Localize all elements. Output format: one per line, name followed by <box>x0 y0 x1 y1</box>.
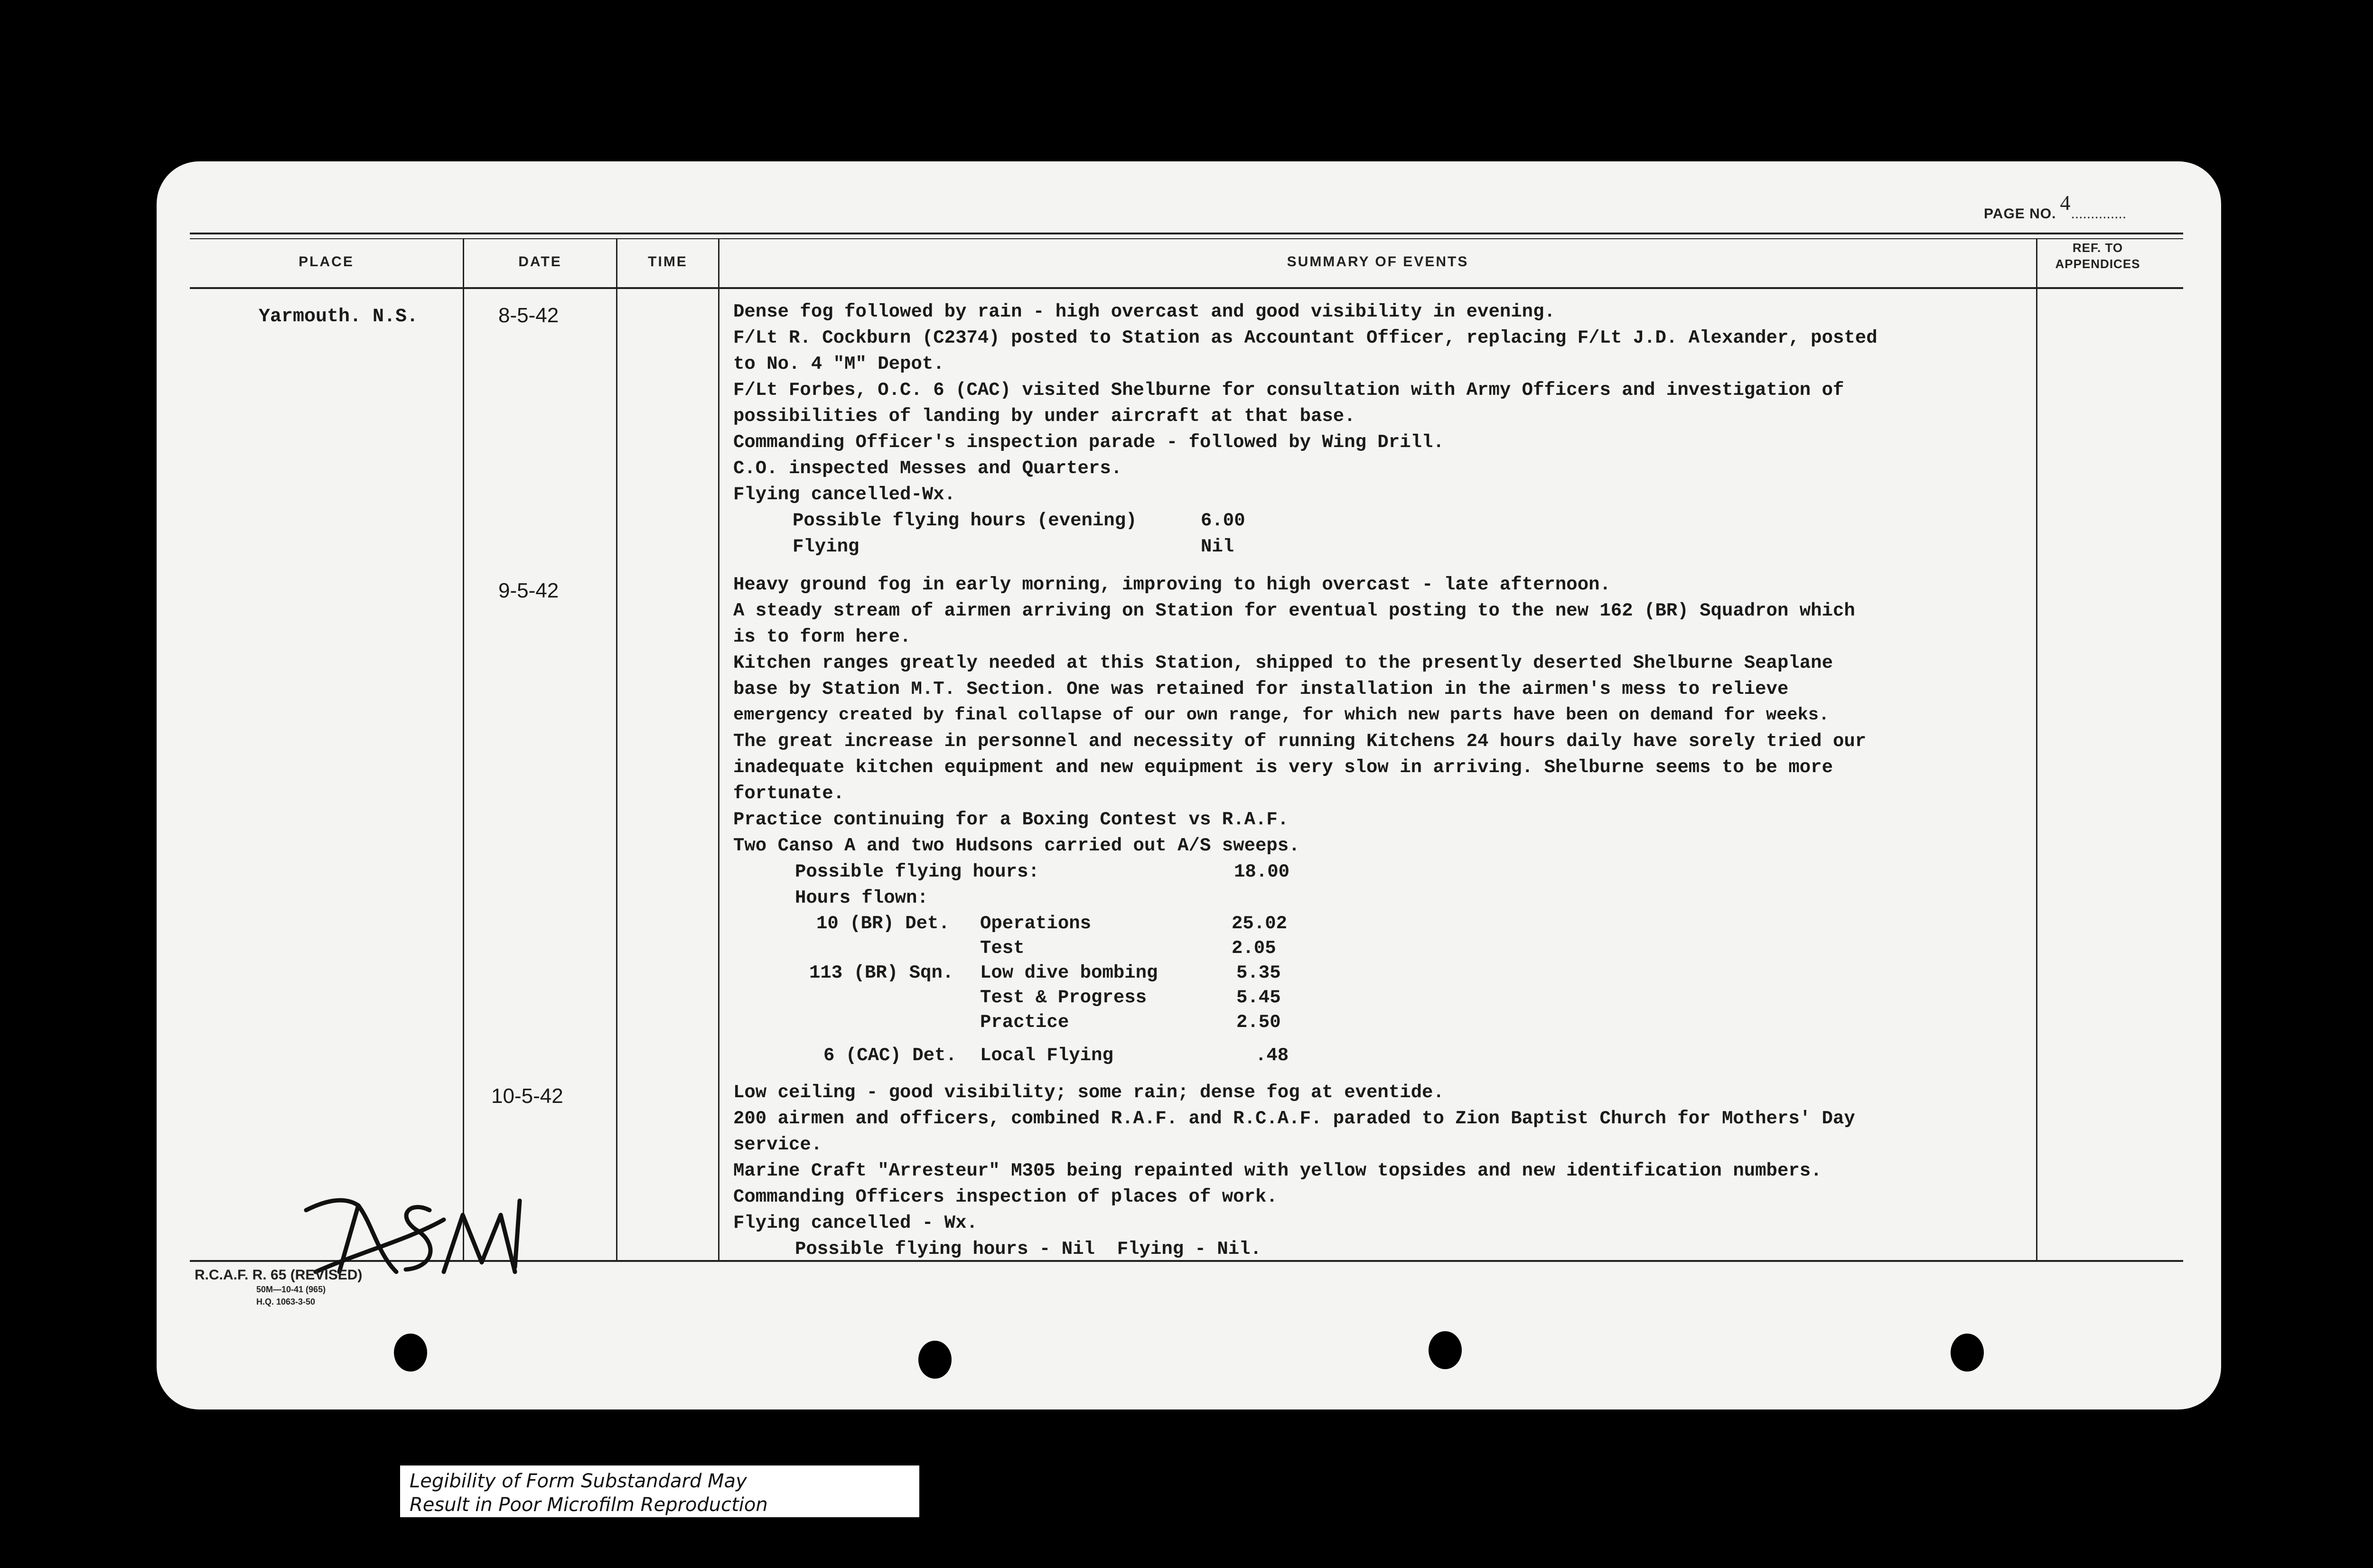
stat-label: Possible flying hours (evening) <box>793 510 1137 531</box>
hours-value: 5.35 <box>1236 962 1281 983</box>
hours-unit <box>816 936 980 961</box>
hours-activity: Practice <box>980 1012 1069 1033</box>
hours-unit <box>816 1010 980 1035</box>
stat-row <box>733 885 2043 911</box>
punch-hole <box>1951 1334 1984 1372</box>
punch-hole <box>1429 1331 1462 1369</box>
hours-row <box>733 1010 2043 1035</box>
hours-row <box>733 961 2043 985</box>
hours-row <box>733 936 2043 961</box>
note-line-2: Result in Poor Microfilm Reproduction <box>410 1494 768 1516</box>
entry-summary <box>733 572 2043 1068</box>
summary-line: service. <box>733 1134 822 1155</box>
summary-line: Heavy ground fog in early morning, improving to high overcast - late afternoon. <box>733 574 1611 595</box>
stat-label: Possible flying hours: <box>795 861 1039 882</box>
entry-summary <box>733 1080 2043 1262</box>
stat-value: 6.00 <box>1201 510 1245 531</box>
form-number: R.C.A.F. R. 65 (REVISED) <box>195 1267 363 1283</box>
place-value: Yarmouth. N.S. <box>259 306 419 327</box>
note-line-1: Legibility of Form Substandard May <box>410 1470 747 1492</box>
col-rule-3 <box>718 238 719 1261</box>
col-rule-1 <box>463 238 464 1261</box>
summary-line: Commanding Officers inspection of places of work. <box>733 1186 1278 1207</box>
page-number <box>1984 191 2127 224</box>
summary-line: Kitchen ranges greatly needed at this Station, shipped to the presently deserted Shelburne Seaplane <box>733 653 1833 673</box>
top-rule <box>190 233 2183 234</box>
page-number-label: PAGE NO. <box>1984 206 2056 222</box>
summary-line: inadequate kitchen equipment and new equipment is very slow in arriving. Shelburne seems to be more <box>733 757 1833 778</box>
header-time: TIME <box>648 254 688 270</box>
hours-unit: 10 (BR) Det. <box>816 913 950 934</box>
header-rule <box>190 287 2183 289</box>
stat-label: Flying <box>793 536 860 557</box>
summary-line: Practice continuing for a Boxing Contest vs R.A.F. <box>733 809 1289 830</box>
hours-row <box>733 985 2043 1010</box>
form-hq-line: H.Q. 1063-3-50 <box>256 1297 316 1307</box>
summary-line: base by Station M.T. Section. One was retained for installation in the airmen's mess to relieve <box>733 679 1789 700</box>
hours-row <box>733 1043 2043 1068</box>
stat-value: 18.00 <box>1234 861 1290 882</box>
hours-activity: Test <box>980 938 1025 959</box>
hours-activity: Operations <box>980 913 1092 934</box>
punch-hole <box>918 1341 952 1379</box>
summary-line: Flying cancelled - Wx. <box>733 1213 978 1233</box>
form-print-line: 50M—10-41 (965) <box>256 1285 326 1294</box>
entry-date: 9-5-42 <box>498 579 559 602</box>
hours-value: 2.50 <box>1236 1012 1281 1033</box>
summary-line: Commanding Officer's inspection parade - followed by Wing Drill. <box>733 432 1444 453</box>
hours-value: .48 <box>1255 1045 1289 1066</box>
stat-row <box>733 859 2043 885</box>
summary-line: Low ceiling - good visibility; some rain; dense fog at eventide. <box>733 1082 1444 1103</box>
header-ref-line2: APPENDICES <box>2055 257 2140 271</box>
stat-row <box>733 534 2043 560</box>
summary-line: Dense fog followed by rain - high overcast and good visibility in evening. <box>733 301 1555 322</box>
top-rule-2 <box>190 238 2183 239</box>
hours-value: 25.02 <box>1232 913 1288 934</box>
summary-line: possibilities of landing by under aircraft at that base. <box>733 406 1355 427</box>
page-number-dots: .............. <box>2071 206 2127 222</box>
entry-date: 8-5-42 <box>498 304 559 327</box>
entry-date: 10-5-42 <box>491 1084 563 1108</box>
summary-line: is to form here. <box>733 626 911 647</box>
hours-value: 2.05 <box>1232 938 1276 959</box>
summary-line: emergency created by final collapse of our own range, for which new parts have been on demand for weeks. <box>733 705 1830 725</box>
summary-line: to No. 4 "M" Depot. <box>733 354 944 374</box>
header-ref <box>2036 240 2159 272</box>
col-rule-2 <box>616 238 617 1261</box>
hours-row <box>733 911 2043 936</box>
diary-form <box>157 161 2221 1409</box>
header-place: PLACE <box>299 254 354 270</box>
hours-activity: Test & Progress <box>980 987 1147 1008</box>
summary-line: 200 airmen and officers, combined R.A.F. and R.C.A.F. paraded to Zion Baptist Church for Mothers' Day <box>733 1108 1855 1129</box>
stat-row <box>733 508 2043 534</box>
hours-activity: Local Flying <box>980 1045 1113 1066</box>
summary-line: Possible flying hours - Nil Flying - Nil. <box>795 1239 1261 1260</box>
summary-line: Marine Craft "Arresteur" M305 being repainted with yellow topsides and new identification numbers. <box>733 1160 1822 1181</box>
summary-line: fortunate. <box>733 783 845 804</box>
summary-line: A steady stream of airmen arriving on Station for eventual posting to the new 162 (BR) Squadron which <box>733 600 1855 621</box>
punch-hole <box>394 1334 427 1372</box>
header-summary: SUMMARY OF EVENTS <box>1287 254 1469 270</box>
header-date: DATE <box>518 254 562 270</box>
initials-signature <box>287 1182 619 1277</box>
microfilm-legibility-note <box>399 1464 921 1519</box>
hours-unit: 113 (BR) Sqn. <box>809 962 954 983</box>
summary-line: Two Canso A and two Hudsons carried out A/S sweeps. <box>733 835 1300 856</box>
stat-value: Nil <box>1201 536 1234 557</box>
header-ref-line1: REF. TO <box>2072 241 2123 255</box>
form-footer <box>195 1267 362 1308</box>
hours-unit: 6 (CAC) Det. <box>823 1045 957 1066</box>
page-number-value: 4 <box>2060 191 2071 215</box>
summary-line: Flying cancelled-Wx. <box>733 484 956 505</box>
summary-line: The great increase in personnel and necessity of running Kitchens 24 hours daily have sorely tried our <box>733 731 1867 752</box>
summary-line: F/Lt R. Cockburn (C2374) posted to Station as Accountant Officer, replacing F/Lt J.D. Alexander, posted <box>733 327 1878 348</box>
summary-line: F/Lt Forbes, O.C. 6 (CAC) visited Shelburne for consultation with Army Officers and investigation of <box>733 380 1844 401</box>
summary-line: C.O. inspected Messes and Quarters. <box>733 458 1122 479</box>
entry-summary <box>733 299 2043 560</box>
stat-label: Hours flown: <box>795 887 928 908</box>
hours-value: 5.45 <box>1236 987 1281 1008</box>
hours-activity: Low dive bombing <box>980 962 1158 983</box>
hours-unit <box>816 985 980 1010</box>
